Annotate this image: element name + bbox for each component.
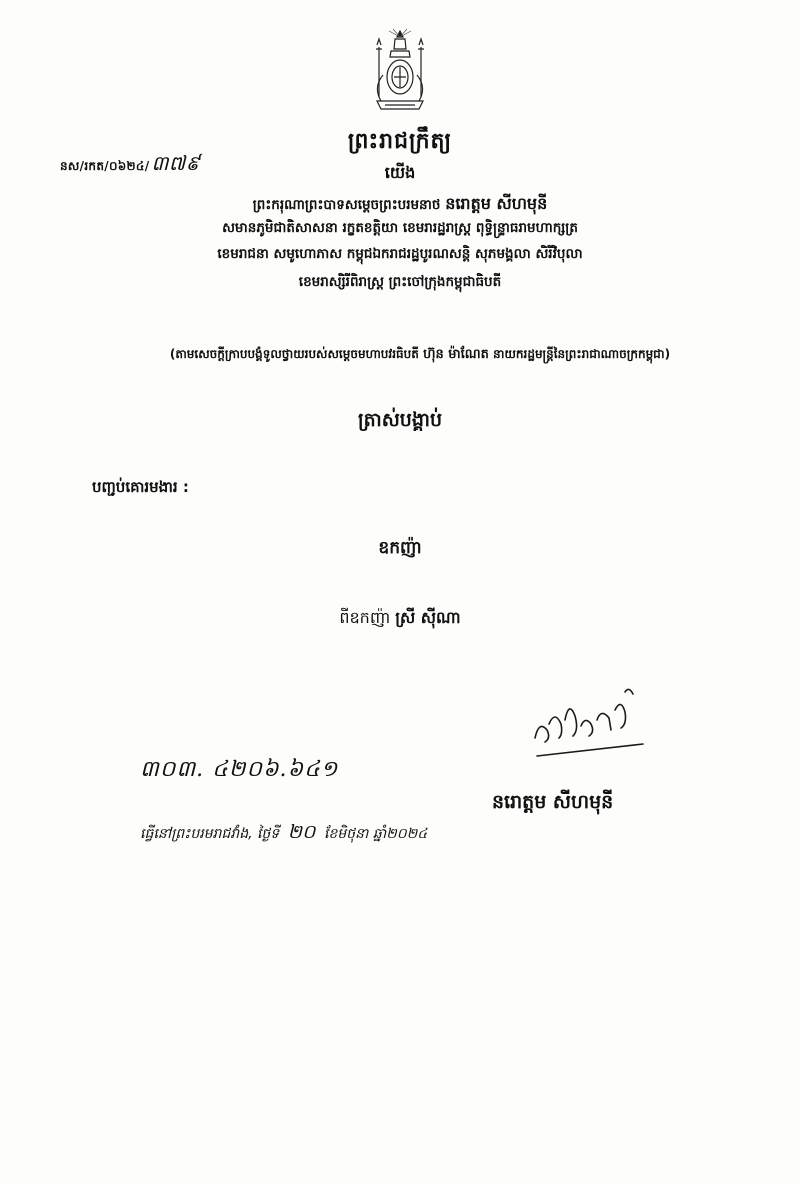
signer-name: នរោត្តម សីហមុនី [492,791,614,813]
reference-printed: នស/រកត/០៦២៤/ [60,159,150,173]
prime-minister-name: ហ៊ុន ម៉ាណែត [423,347,489,362]
day-handwritten: ២០ [287,821,316,843]
recipient-prefix: ពីឧកញ៉ា [339,608,391,627]
recommendation-close: នាយករដ្ឋមន្ត្រីនៃព្រះរាជាណាចក្រកម្ពុជា) [493,347,671,361]
place-and-date [140,820,427,848]
handwritten-date-code: ៣០៣. ៤២០៦.៦៤១ [140,757,339,782]
royal-title-line-3: ខេមរាជនា សមូហោភាស កម្ពុជឯករាជរដ្ឋបូរណសន្តិ សុភមង្គលា សិរីវិបុលា [217,246,583,262]
month-year: ខែមិថុនា ឆ្នាំ២០២៤ [323,826,428,842]
order-label: បញ្ជប់គោរមងារ : [92,478,189,496]
royal-title-line-2: សមានភូមិជាតិសាសនា រក្ខតខត្តិយា ខេមរារដ្ឋរាស្ត្រ ពុទ្ធិន្ទ្រាធរាមហាក្សត្រ [222,220,578,236]
recipient-name: ស្រី ស៊ីណា [395,608,461,627]
king-line-prefix: ព្រះករុណាព្រះបាទសម្តេចព្រះបរមនាថ [252,197,441,213]
document-title: ព្រះរាជក្រឹត្យ [347,129,453,154]
recommendation-open: (តាមសេចក្តីក្រាបបង្គំទូលថ្វាយរបស់សម្តេចមហាបវរធិបតី [169,347,419,361]
we-heading: យើង [384,163,416,182]
recommendation-line [20,346,800,365]
reference-handwritten: ៣៧៩ [151,151,200,175]
royal-arms-emblem-icon [369,27,431,115]
royal-signature-icon [525,680,655,770]
place-text: ធ្វើនៅព្រះបរមរាជវាំង, ថ្ងៃទី [140,826,280,842]
honorific-title: ឧកញ៉ា [378,538,422,558]
decrees-heading: ត្រាស់បង្គាប់ [357,409,443,431]
recipient-line [0,607,800,631]
king-line [0,193,800,217]
king-name: នរោត្តម សីហមុនី [445,194,548,213]
royal-title-line-4: ខេមរាស្សិរីពិរាស្ត្រ ព្រះចៅក្រុងកម្ពុជាធិបតី [298,274,502,290]
